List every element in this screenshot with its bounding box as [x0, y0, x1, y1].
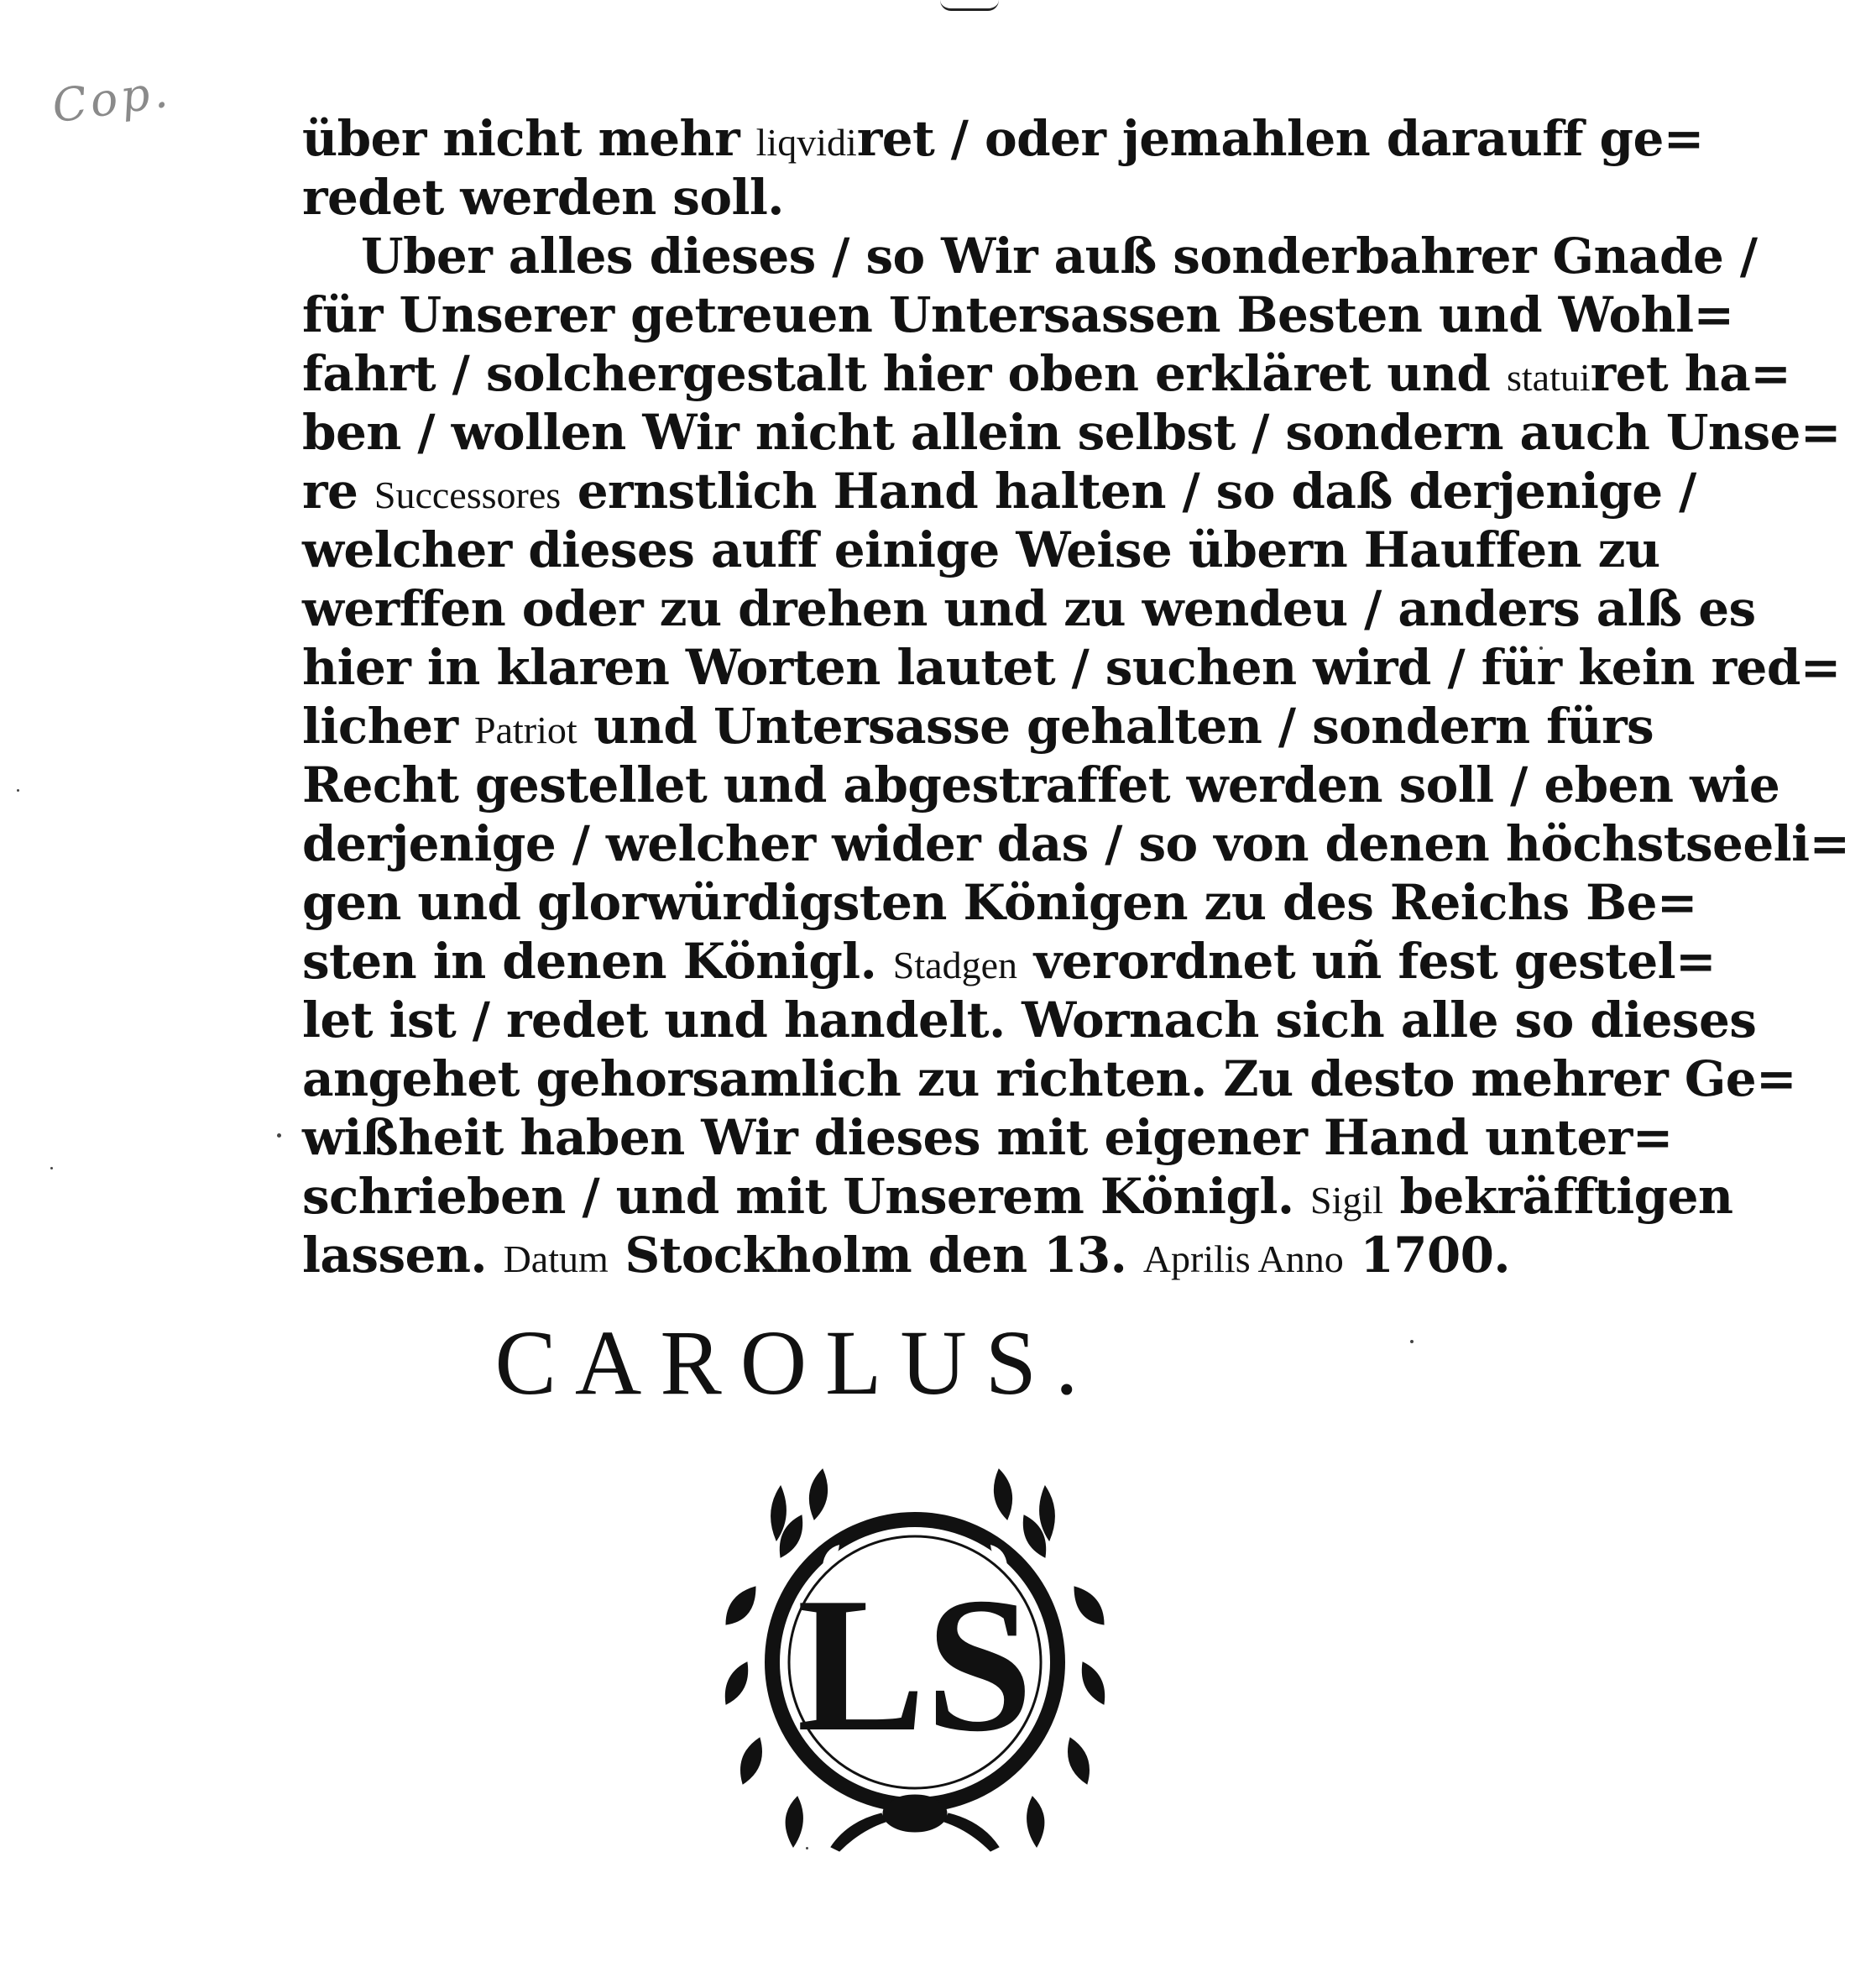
fraktur-text: werffen oder zu drehen und zu wendeu / anders alß es: [302, 580, 1756, 637]
text-line: [302, 1167, 1733, 1226]
text-line: [302, 227, 1758, 285]
text-line: [302, 1049, 1797, 1108]
fraktur-text: ret / oder jemahlen darauff ge=: [856, 110, 1704, 167]
text-line: [302, 344, 1791, 403]
text-line: [302, 285, 1734, 344]
text-line: [302, 168, 1511, 227]
text-line: [302, 462, 1696, 521]
fraktur-text: welcher dieses auff einige Weise übern Hauffen zu: [302, 521, 1660, 578]
fraktur-text: fahrt / solchergestalt hier oben erkläret und: [302, 345, 1507, 402]
text-line: [302, 991, 1757, 1049]
seal-wreath-ls: [722, 1452, 1108, 1855]
fraktur-text: Stockholm den 13.: [608, 1227, 1143, 1284]
fraktur-text: verordnet uñ fest gestel=: [1017, 933, 1717, 990]
text-line: [302, 1226, 1511, 1284]
fraktur-text: gen und glorwürdigsten Königen zu des Reichs Be=: [302, 874, 1697, 931]
fraktur-text: wißheit haben Wir dieses mit eigener Hand unter=: [302, 1109, 1673, 1166]
latin-word: Sigil: [1310, 1179, 1383, 1222]
fraktur-text: lassen.: [302, 1227, 504, 1284]
fraktur-text: 1700.: [1343, 1227, 1510, 1284]
text-line: [302, 521, 1660, 579]
decree-body-text: [302, 109, 1850, 1284]
fraktur-text: für Unserer getreuen Untersassen Besten und Wohl=: [302, 286, 1734, 343]
text-line: [302, 638, 1841, 697]
fraktur-text: re: [302, 463, 374, 520]
latin-word: Datum: [503, 1237, 609, 1280]
latin-word: statui: [1506, 356, 1591, 399]
fraktur-text: let ist / redet und handelt. Wornach sich alle so dieses: [302, 991, 1757, 1049]
fraktur-text: über nicht mehr: [302, 110, 756, 167]
fraktur-text: ernstlich Hand halten / so daß derjenige /: [561, 463, 1696, 520]
text-line: [302, 579, 1756, 638]
signature-carolus: CAROLUS.: [494, 1311, 1097, 1414]
fraktur-text: derjenige / welcher wider das / so von denen höchstseeli=: [302, 815, 1850, 872]
fraktur-text: sten in denen Königl.: [302, 933, 893, 990]
fraktur-text: Recht gestellet und abgestraffet werden soll / eben wie: [302, 756, 1780, 814]
fraktur-text: ret ha=: [1590, 345, 1791, 402]
text-line: [302, 403, 1841, 462]
latin-word: Patriot: [474, 709, 577, 751]
margin-note: Cop.: [49, 64, 175, 133]
scan-speck: [17, 789, 19, 792]
fraktur-text: schrieben / und mit Unserem Königl.: [302, 1168, 1311, 1225]
text-line: [302, 1108, 1673, 1167]
latin-word: liqvidi: [755, 121, 857, 164]
fraktur-text: redet werden soll.: [302, 169, 784, 226]
fraktur-text: angehet gehorsamlich zu richten. Zu desto mehrer Ge=: [302, 1050, 1797, 1107]
page-top-fragment: [940, 0, 999, 11]
fraktur-text: Uber alles dieses / so Wir auß sonderbahrer Gnade /: [361, 228, 1758, 285]
text-line: [302, 873, 1697, 932]
scan-speck: [50, 1167, 53, 1169]
text-line: [302, 697, 1654, 756]
scan-speck: [277, 1133, 281, 1138]
seal-letters: LS: [797, 1557, 1033, 1771]
latin-word: Successores: [374, 473, 562, 516]
fraktur-text: licher: [302, 698, 475, 755]
fraktur-text: hier in klaren Worten lautet / suchen wird / für kein red=: [302, 639, 1841, 696]
text-line: [302, 814, 1850, 873]
fraktur-text: bekräfftigen: [1382, 1168, 1733, 1225]
latin-word: Aprilis Anno: [1142, 1237, 1344, 1280]
text-line: [302, 756, 1780, 814]
fraktur-text: ben / wollen Wir nicht allein selbst / sondern auch Unse=: [302, 404, 1841, 461]
text-line: [302, 932, 1717, 991]
latin-word: Stadgen: [892, 944, 1017, 986]
fraktur-text: und Untersasse gehalten / sondern fürs: [577, 698, 1654, 755]
text-line: [302, 109, 1704, 168]
